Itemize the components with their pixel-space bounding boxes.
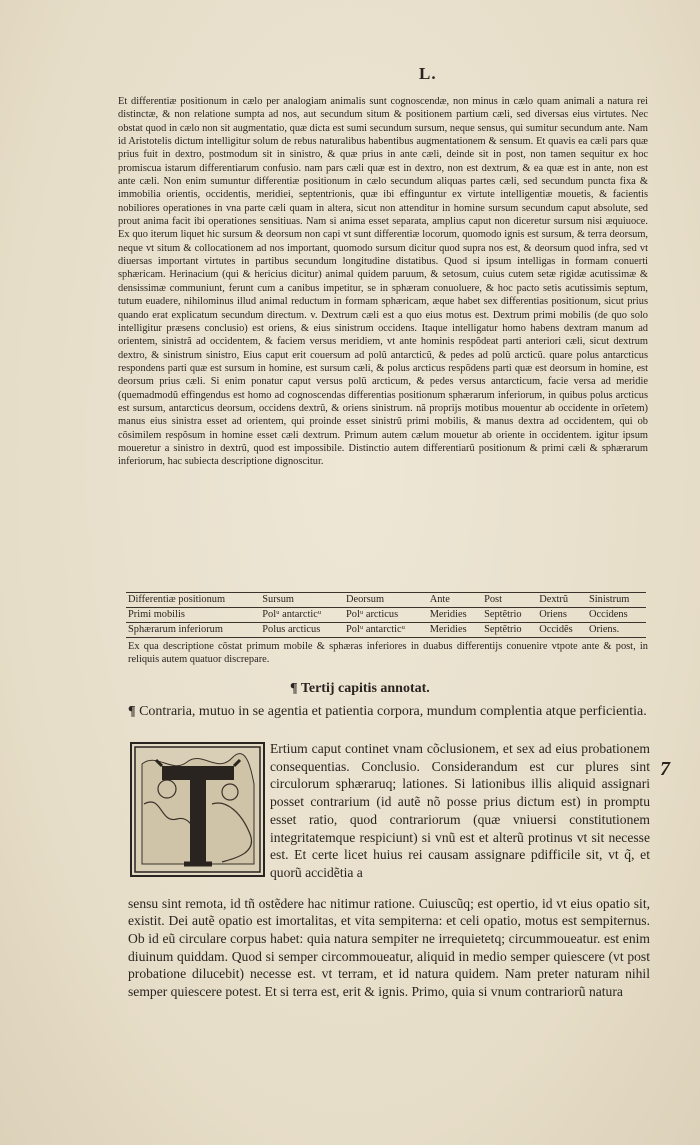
lemma-text: Contraria, mutuo in se agentia et patientia corpora, mundum complentia atque perficientia. xyxy=(139,704,647,719)
commentary-text: Et differentiæ positionum in cælo per analogiam animalis sunt cognoscendæ, non minus in cælo quam animali a natura rei distinctæ, & non relatione sumpta ad nos, aut secundum situm & positionem partium cæli, sed diversas eius virtutes. Nec obstat quod in cælo non sit augmentatio, quæ dicta est sumi secundum sursum, neque sensus, qui sumitur secundum ante. Nam id Aristotelis dictum intelligitur solum de rebus naturalibus habentibus augmentationem & sensum. Et quavis ea cæli pars quæ prius fuit in dextro, postmodum sit in sinistro, & quæ prius in ante cæli, deinde sit in post, non tamen sequitur ex hoc promiscua istarum differentiarum confusio. nam pars cæli quæ est in dextro, non est dextrum, & ea quæ est in ante, non est ante cæli. Non enim sumuntur differentiæ positionum in cælo secundum aliquas partes cæli, sed secundum puncta fixa & immobilia orientis, occidentis, meridiei, septentrionis, quæ ibi effinguntur ex virtute intelligentiæ mouetis, & facientis nobiliores operationes in vna parte cæli quam in altera, sicut non attenditur in homine sursum secundum caput absolute, sed prout anima facit ibi operationes sensitiuas. Nam si anima esset separata, amplius caput non diceretur sursum nisi æquiuoce. Ex quo iterum liquet hic sursum & deorsum non capi vt sunt differentiæ locorum, quomodo ignis est sursum, & terra deorsum, neque vt situm & collocationem ad nos important, quomodo sursum dicitur quod supra nos est, & deorsum quod infra, sed vt diuersas important virtutes in partibus secundum longitudine distatibus. Quod si ipsum intelligas in formam conuerti sphæricam. Herinacium (qui & hericius dicitur) animal quidem paruum, & setosum, cuius cutem setæ rigidæ acutissimæ & densissimæ communiunt, ferunt cum a canibus impetitur, se in sphæram conuoluere, & hoc pacto setis acutissimis septum, tutum euadere, nihilominus illud animal reductum in formam sphæricam, æque habet sex differentias positionum, sicut prius quando erat explicatum secundum directum. v. Dextrum cæli est a quo eius motus est. Dextrum primi mobilis (de quo solo intelligitur præsens conclusio) est oriens, & eius sinistrum occidens. Itaque intelligatur homo habens dextram manum ad orientem, sinistrã ad occidentem, & faciem versus meridiem, vt ante hominis respõdeat parti anteriori cæli, sicut dextrum dextro, & sinistrum sinistro, Eius caput erit couersum ad polũ antarcticũ, & pedes ad polũ arcticũ. quare polus antarcticus respondens parti quæ est sursum in homine, est sursum cæli, & polus arcticus respõdens parti quæ est deorsum in homine, est deorsum prius cæli. Si enim ponatur caput versus polũ arcticum, & pedes versus antarcticum, facie versa ad meridie (quemadmodũ effingendus est homo ad cognoscendas differentias positionum sphærarum inferiorum, in quibus polus arcticus est sursum, antarcticus deorsum, occidens dextrũ, & oriens sinistrum. nã proprijs motibus mouentur ab occidente in orĩetem) manus eius sinistra esset ad orientem, qui proinde esset sinistrũ primi mobilis, & manus dextra ad occidentem, qui ob cõsimilem respõsum in homine esset cæli dextrum. Primum autem cælum mouetur ab oriente in occidentem. igitur ipsum moueretur a sinistro in dextrũ, quod est impossibile. Distinctio autem differentiarũ positionum & primi cæli & sphærarum inferiorum, hac subiecta descriptione dignoscitur. xyxy=(118,96,648,468)
positions-table xyxy=(126,592,646,638)
table-cell: Sinistrum xyxy=(587,593,646,608)
table-cell: Post xyxy=(482,593,537,608)
table-cell: Deorsum xyxy=(344,593,428,608)
table-cell: Ante xyxy=(428,593,482,608)
text-paragraph: sensu sint remota, id tñ ostẽdere hac nitimur ratione. Cuiuscũq; est opertio, id vt eius opatio sit, existit. Dei autẽ opatio est imortalitas, et vita sempiterna: et celi opatio, motus est sempiternus. Ob id eũ circulare corpus habet: quia natura sempiter ne irrequietetq; circummoueatur. est enim diuinum quiddam. Quod si semper circommoueatur, aliquid in medio semper quiescere (vt post probatione dilucebit) necesse est. vt terram, et id natura quidem. Nam preter naturam nihil semper quiescere potest. Et si terra est, erit & ignis. Primo, quia si vnum contrariorũ natura xyxy=(128,895,650,1000)
table-row xyxy=(126,593,646,608)
section-heading xyxy=(290,681,430,697)
table-cell: Polᵘ antarcticᵘ xyxy=(260,608,344,623)
table-cell: Oriens. xyxy=(587,623,646,638)
table-cell: Occidẽs xyxy=(537,623,587,638)
table-note: Ex qua descriptione cõstat primum mobile & sphæras inferiores in duabus differentijs conuenire vtpote ante & post, in reliquis autem quatuor discrepare. xyxy=(128,641,648,666)
table-cell: Septẽtrio xyxy=(482,623,537,638)
pilcrow-icon: ¶ xyxy=(290,681,298,696)
table-cell: Meridies xyxy=(428,608,482,623)
section-heading-text: Tertij capitis annotat. xyxy=(300,681,430,696)
lemma xyxy=(128,703,650,721)
text-paragraph: Ertium caput continet vnam cõclusionem, et sex ad eius probationem consequentias. Conclusio. Considerandum est cur plures sint circulorum sphæraruq; lationes. Si lationibus illis aliquid assignari posset contrarium (id autẽ nõ posse prius dictum est) in promptu esset ratio, quod contrariorum (quæ vniuersi constitutionem integritatemque respiciunt) si vnũ est et alterũ protinus vt sit necesse est. Et certe licet huius rei causam assignare pdifficile sit, vt q̃, et quorũ accidẽtia a xyxy=(270,741,650,880)
woodcut-initial-T-icon xyxy=(130,742,265,877)
table-cell: Sphærarum inferiorum xyxy=(126,623,260,638)
table-cell: Differentiæ positionum xyxy=(126,593,260,608)
folio-number: L. xyxy=(419,64,437,83)
table-row xyxy=(126,608,646,623)
table-cell: Oriens xyxy=(537,608,587,623)
table-cell: Polᵘ arcticus xyxy=(344,608,428,623)
commentary-block xyxy=(118,95,648,469)
table-cell: Dextrũ xyxy=(537,593,587,608)
table-cell: Meridies xyxy=(428,623,482,638)
table-cell: Septẽtrio xyxy=(482,608,537,623)
marginal-note: 7 xyxy=(660,758,670,780)
table-cell: Polus arcticus xyxy=(260,623,344,638)
text-block-beside-initial xyxy=(270,740,650,882)
table-cell: Sursum xyxy=(260,593,344,608)
table-cell: Occidens xyxy=(587,608,646,623)
text-block-full-width xyxy=(128,881,650,1014)
pilcrow-icon: ¶ xyxy=(128,704,136,719)
table-cell: Primi mobilis xyxy=(126,608,260,623)
table-row xyxy=(126,623,646,638)
table-cell: Polᵘ antarcticᵘ xyxy=(344,623,428,638)
